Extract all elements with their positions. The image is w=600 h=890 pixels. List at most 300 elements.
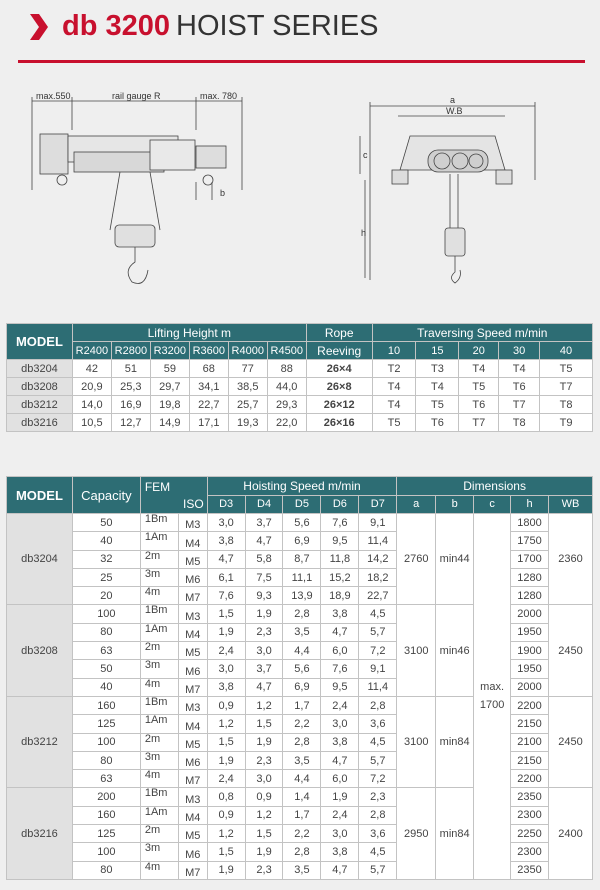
dim-b-cell: min44 [436, 514, 474, 605]
hoisting-speed-cell: 0,9 [207, 806, 245, 824]
fem-iso-header [140, 477, 207, 514]
dim-b-cell: min84 [436, 696, 474, 787]
hoisting-speed-cell: 2,3 [245, 861, 283, 879]
hoisting-speed-cell: 3,5 [283, 623, 321, 641]
fem-value: 4m [144, 677, 161, 690]
hoisting-speed-cell: 2,4 [321, 696, 359, 714]
fem-cell [140, 623, 178, 641]
fem-value: 1Bm [144, 604, 168, 617]
fem-value: 1Am [144, 714, 168, 727]
iso-cell: M6 [178, 751, 207, 769]
hoisting-speed-cell: 11,1 [283, 568, 321, 586]
capacity-cell: 160 [72, 696, 140, 714]
hoisting-speed-cell: 2,8 [283, 733, 321, 751]
fem-value: 3m [144, 659, 161, 672]
fem-value: 2m [144, 549, 161, 562]
iso-cell: M3 [178, 788, 207, 806]
fem-value: 1Am [144, 531, 168, 544]
hoisting-speed-cell: 4,7 [245, 678, 283, 696]
dim-h-cell: 2000 [511, 678, 549, 696]
hoisting-speed-cell: 5,7 [359, 861, 397, 879]
hoisting-speed-cell: 7,2 [359, 770, 397, 788]
hoist-side-view [360, 95, 535, 283]
lift-height-cell: 51 [111, 360, 150, 378]
dim-a-cell: 3100 [397, 605, 436, 696]
capacity-header: Capacity [72, 477, 140, 514]
dim-h-cell: 2100 [511, 733, 549, 751]
fem-value: 1Bm [144, 513, 168, 525]
hoisting-speed-cell: 6,1 [207, 568, 245, 586]
dim-h-cell: 2200 [511, 696, 549, 714]
fem-value: 3m [144, 750, 161, 763]
model-header: MODEL [7, 477, 73, 514]
hoisting-speed-cell: 7,6 [321, 660, 359, 678]
model-cell: db3208 [7, 378, 73, 396]
lift-height-cell: 68 [189, 360, 228, 378]
capacity-cell: 200 [72, 788, 140, 806]
trav-speed-cell: T4 [372, 378, 416, 396]
hoisting-speed-cell: 3,6 [359, 825, 397, 843]
hoisting-speed-cell: 0,9 [245, 788, 283, 806]
hoisting-speed-cell: 9,3 [245, 587, 283, 605]
lift-col: R2800 [111, 342, 150, 360]
trav-col: 20 [459, 342, 499, 360]
dim-h-cell: 2150 [511, 715, 549, 733]
capacity-cell: 40 [72, 532, 140, 550]
trav-speed-cell: T4 [499, 360, 540, 378]
lift-height-cell: 34,1 [189, 378, 228, 396]
iso-cell: M3 [178, 514, 207, 532]
fem-value: 2m [144, 824, 161, 837]
hoisting-speed-cell: 4,5 [359, 843, 397, 861]
hoisting-speed-cell: 4,7 [321, 623, 359, 641]
capacity-cell: 125 [72, 715, 140, 733]
hoisting-speed-cell: 4,7 [207, 550, 245, 568]
capacity-cell: 50 [72, 514, 140, 532]
lift-height-cell: 29,7 [150, 378, 189, 396]
hoisting-speed-cell: 1,9 [245, 733, 283, 751]
dim-col: WB [549, 495, 593, 514]
hoisting-speed-cell: 4,7 [321, 751, 359, 769]
hoisting-speed-cell: 6,9 [283, 532, 321, 550]
hoisting-speed-cell: 7,6 [207, 587, 245, 605]
fem-value: 2m [144, 732, 161, 745]
dim-h-cell: 1950 [511, 660, 549, 678]
iso-cell: M4 [178, 715, 207, 733]
chevron-right-icon [30, 14, 48, 40]
trav-speed-cell: T7 [499, 396, 540, 414]
hoisting-speed-cell: 1,5 [207, 733, 245, 751]
model-cell: db3216 [7, 414, 73, 432]
hoisting-speed-cell: 1,9 [207, 861, 245, 879]
hoisting-speed-cell: 2,3 [245, 623, 283, 641]
hoisting-speed-cell: 4,5 [359, 733, 397, 751]
dim-c-value: 1700 [479, 699, 505, 712]
lift-height-cell: 14,9 [150, 414, 189, 432]
trav-speed-cell: T2 [372, 360, 416, 378]
trav-col: 30 [499, 342, 540, 360]
hoisting-speed-cell: 1,2 [245, 806, 283, 824]
capacity-cell: 100 [72, 605, 140, 623]
reeving-cell: 26×16 [306, 414, 372, 432]
trav-speed-cell: T3 [416, 360, 459, 378]
trav-col: 10 [372, 342, 416, 360]
lift-col: R3200 [150, 342, 189, 360]
hoisting-speed-cell: 3,5 [283, 861, 321, 879]
hoisting-speed-cell: 6,9 [283, 678, 321, 696]
hs-col: D5 [283, 495, 321, 514]
lift-col: R2400 [72, 342, 111, 360]
hoisting-speed-cell: 3,8 [321, 733, 359, 751]
dim-wb: W.B [446, 106, 463, 116]
hoisting-speed-cell: 6,0 [321, 770, 359, 788]
hoisting-speed-cell: 22,7 [359, 587, 397, 605]
dim-b-cell: min46 [436, 605, 474, 696]
reeving-cell: 26×8 [306, 378, 372, 396]
hoisting-speed-cell: 2,8 [283, 843, 321, 861]
fem-cell [140, 715, 178, 733]
lift-height-cell: 20,9 [72, 378, 111, 396]
lifting-traversing-table [6, 323, 593, 432]
capacity-cell: 100 [72, 733, 140, 751]
hoisting-speed-cell: 5,6 [283, 514, 321, 532]
fem-value: 1Bm [144, 787, 168, 800]
hoisting-speed-cell: 11,4 [359, 532, 397, 550]
dim-c-cell [474, 514, 511, 880]
hoisting-speed-cell: 8,7 [283, 550, 321, 568]
dim-h-cell: 2250 [511, 825, 549, 843]
iso-cell: M7 [178, 678, 207, 696]
iso-cell: M7 [178, 770, 207, 788]
model-header: MODEL [7, 324, 73, 360]
iso-cell: M4 [178, 532, 207, 550]
hoisting-speed-cell: 3,8 [321, 605, 359, 623]
hoisting-speed-cell: 3,0 [207, 514, 245, 532]
hoisting-speed-cell: 1,5 [207, 843, 245, 861]
hoisting-speed-cell: 1,9 [245, 605, 283, 623]
hoisting-speed-cell: 18,9 [321, 587, 359, 605]
hoisting-speed-cell: 3,8 [207, 678, 245, 696]
hoisting-speed-cell: 2,3 [359, 788, 397, 806]
hoisting-speed-cell: 7,6 [321, 514, 359, 532]
dim-h-cell: 2000 [511, 605, 549, 623]
hoisting-speed-cell: 3,0 [321, 825, 359, 843]
dim-h-cell: 1280 [511, 587, 549, 605]
dim-b-cell: min84 [436, 788, 474, 879]
trav-speed-cell: T9 [540, 414, 593, 432]
dim-h-cell: 2300 [511, 843, 549, 861]
fem-cell [140, 587, 178, 605]
fem-cell [140, 514, 178, 532]
capacity-cell: 80 [72, 751, 140, 769]
trav-speed-cell: T5 [459, 378, 499, 396]
hoisting-speed-cell: 2,4 [207, 770, 245, 788]
lift-height-cell: 88 [267, 360, 306, 378]
hoisting-speed-cell: 2,3 [245, 751, 283, 769]
hoisting-speed-cell: 9,5 [321, 532, 359, 550]
hoisting-speed-cell: 2,2 [283, 825, 321, 843]
hoisting-speed-cell: 3,7 [245, 660, 283, 678]
page-title [62, 9, 379, 43]
dim-h-cell: 2350 [511, 788, 549, 806]
fem-cell [140, 660, 178, 678]
dim-a-cell: 2950 [397, 788, 436, 879]
dim-h-cell: 1750 [511, 532, 549, 550]
fem-value: 1Bm [144, 695, 168, 708]
fem-value: 2m [144, 641, 161, 654]
table-row [7, 514, 593, 532]
hoisting-speed-cell: 3,0 [245, 770, 283, 788]
hoisting-speed-cell: 0,8 [207, 788, 245, 806]
hoisting-speed-cell: 5,6 [283, 660, 321, 678]
hoisting-speed-cell: 2,8 [359, 696, 397, 714]
hoisting-speed-cell: 3,0 [207, 660, 245, 678]
fem-cell [140, 568, 178, 586]
dim-a-cell: 3100 [397, 696, 436, 787]
iso-cell: M7 [178, 861, 207, 879]
fem-cell [140, 861, 178, 879]
hoisting-speed-cell: 4,7 [245, 532, 283, 550]
lift-height-cell: 42 [72, 360, 111, 378]
reeving-cell: 26×12 [306, 396, 372, 414]
series-title: HOIST SERIES [176, 10, 379, 42]
fem-value: 3m [144, 567, 161, 580]
model-cell: db3212 [7, 396, 73, 414]
model-cell: db3204 [7, 514, 73, 605]
lift-height-cell: 16,9 [111, 396, 150, 414]
fem-cell [140, 678, 178, 696]
model-cell: db3216 [7, 788, 73, 879]
hoisting-speed-cell: 3,0 [321, 715, 359, 733]
iso-cell: M5 [178, 825, 207, 843]
lift-height-cell: 59 [150, 360, 189, 378]
dim-h-cell: 2150 [511, 751, 549, 769]
fem-cell [140, 806, 178, 824]
trav-speed-cell: T8 [540, 396, 593, 414]
trav-col: 40 [540, 342, 593, 360]
hoisting-speed-cell: 5,8 [245, 550, 283, 568]
iso-cell: M3 [178, 605, 207, 623]
table-row [7, 414, 593, 432]
fem-cell [140, 605, 178, 623]
dim-h-cell: 1280 [511, 568, 549, 586]
fem-value: 1Am [144, 622, 168, 635]
dim-a: a [450, 95, 456, 105]
model-cell: db3204 [7, 360, 73, 378]
iso-cell: M6 [178, 843, 207, 861]
hoisting-speed-cell: 1,7 [283, 806, 321, 824]
hoisting-speed-header: Hoisting Speed m/min [207, 477, 397, 496]
capacity-cell: 40 [72, 678, 140, 696]
iso-cell: M5 [178, 733, 207, 751]
hoisting-speed-cell: 1,5 [245, 825, 283, 843]
dim-a-cell: 2760 [397, 514, 436, 605]
hoisting-speed-cell: 13,9 [283, 587, 321, 605]
capacity-cell: 25 [72, 568, 140, 586]
fem-value: 4m [144, 586, 161, 599]
hoisting-dimensions-table [6, 476, 593, 880]
hoisting-speed-cell: 4,5 [359, 605, 397, 623]
dim-wb-cell: 2360 [549, 514, 593, 605]
lift-height-cell: 17,1 [189, 414, 228, 432]
fem-header: FEM [144, 480, 171, 494]
lifting-height-header: Lifting Height m [72, 324, 306, 342]
trav-speed-cell: T6 [416, 414, 459, 432]
trav-speed-cell: T5 [372, 414, 416, 432]
dim-max-550: max.550 [36, 91, 71, 101]
fem-cell [140, 770, 178, 788]
table-row [7, 378, 593, 396]
hoisting-speed-cell: 11,8 [321, 550, 359, 568]
hoisting-speed-cell: 14,2 [359, 550, 397, 568]
table-row [7, 396, 593, 414]
capacity-cell: 32 [72, 550, 140, 568]
hs-col: D7 [359, 495, 397, 514]
hoisting-speed-cell: 1,5 [245, 715, 283, 733]
hs-col: D3 [207, 495, 245, 514]
dim-h-cell: 2200 [511, 770, 549, 788]
technical-drawing [0, 70, 600, 315]
fem-value: 4m [144, 860, 161, 873]
fem-value: 4m [144, 769, 161, 782]
reeving-header: Reeving [306, 342, 372, 360]
iso-cell: M7 [178, 587, 207, 605]
lift-height-cell: 22,0 [267, 414, 306, 432]
hoisting-speed-cell: 1,7 [283, 696, 321, 714]
hoisting-speed-cell: 3,5 [283, 751, 321, 769]
hs-col: D4 [245, 495, 283, 514]
lift-height-cell: 25,7 [228, 396, 267, 414]
iso-cell: M5 [178, 550, 207, 568]
iso-header: ISO [183, 497, 204, 511]
capacity-cell: 80 [72, 623, 140, 641]
traversing-speed-header: Traversing Speed m/min [372, 324, 592, 342]
hoisting-speed-cell: 0,9 [207, 696, 245, 714]
lift-height-cell: 14,0 [72, 396, 111, 414]
dim-h-cell: 2300 [511, 806, 549, 824]
hoisting-speed-cell: 7,5 [245, 568, 283, 586]
iso-cell: M6 [178, 568, 207, 586]
lift-height-cell: 10,5 [72, 414, 111, 432]
iso-cell: M4 [178, 806, 207, 824]
hoisting-speed-cell: 5,7 [359, 751, 397, 769]
dimensions-header: Dimensions [397, 477, 593, 496]
hoisting-speed-cell: 3,8 [321, 843, 359, 861]
lift-height-cell: 29,3 [267, 396, 306, 414]
dim-h-cell: 1900 [511, 642, 549, 660]
hoisting-speed-cell: 2,8 [283, 605, 321, 623]
hoisting-speed-cell: 1,9 [207, 751, 245, 769]
capacity-cell: 80 [72, 861, 140, 879]
dim-col: a [397, 495, 436, 514]
hoisting-speed-cell: 1,9 [207, 623, 245, 641]
trav-speed-cell: T6 [499, 378, 540, 396]
lift-height-cell: 77 [228, 360, 267, 378]
trav-speed-cell: T4 [459, 360, 499, 378]
fem-cell [140, 532, 178, 550]
hoisting-speed-cell: 18,2 [359, 568, 397, 586]
hoisting-speed-cell: 9,1 [359, 514, 397, 532]
reeving-cell: 26×4 [306, 360, 372, 378]
brand-title: db 3200 [62, 10, 170, 42]
model-cell: db3208 [7, 605, 73, 696]
iso-cell: M3 [178, 696, 207, 714]
dim-col: c [474, 495, 511, 514]
trav-speed-cell: T5 [416, 396, 459, 414]
hoisting-speed-cell: 2,8 [359, 806, 397, 824]
trav-col: 15 [416, 342, 459, 360]
hoisting-speed-cell: 4,7 [321, 861, 359, 879]
hoisting-speed-cell: 1,9 [245, 843, 283, 861]
dim-h-cell: 1800 [511, 514, 549, 532]
hoisting-speed-cell: 2,4 [321, 806, 359, 824]
fem-cell [140, 550, 178, 568]
hoisting-speed-cell: 7,2 [359, 642, 397, 660]
hoisting-speed-cell: 3,7 [245, 514, 283, 532]
hoisting-speed-cell: 5,7 [359, 623, 397, 641]
dim-h-cell: 1700 [511, 550, 549, 568]
dim-h-cell: 2350 [511, 861, 549, 879]
fem-cell [140, 788, 178, 806]
lift-height-cell: 19,8 [150, 396, 189, 414]
lift-col: R4500 [267, 342, 306, 360]
fem-value: 1Am [144, 805, 168, 818]
table-row [7, 360, 593, 378]
lift-height-cell: 38,5 [228, 378, 267, 396]
hoisting-speed-cell: 4,4 [283, 642, 321, 660]
dim-wb-cell: 2450 [549, 696, 593, 787]
trav-speed-cell: T6 [459, 396, 499, 414]
dim-col: b [436, 495, 474, 514]
fem-cell [140, 733, 178, 751]
dim-col: h [511, 495, 549, 514]
fem-cell [140, 696, 178, 714]
hoisting-speed-cell: 1,5 [207, 605, 245, 623]
hoisting-speed-cell: 3,0 [245, 642, 283, 660]
hoisting-speed-cell: 1,2 [245, 696, 283, 714]
iso-cell: M5 [178, 642, 207, 660]
lift-height-cell: 22,7 [189, 396, 228, 414]
lift-col: R3600 [189, 342, 228, 360]
dim-max-780: max. 780 [200, 91, 238, 101]
title-rule [18, 60, 585, 63]
trav-speed-cell: T7 [459, 414, 499, 432]
capacity-cell: 63 [72, 642, 140, 660]
hoisting-speed-cell: 1,2 [207, 825, 245, 843]
dim-wb-cell: 2400 [549, 788, 593, 879]
dim-b: b [220, 188, 226, 198]
dim-c-max-label: max. [480, 681, 505, 694]
hoisting-speed-cell: 1,2 [207, 715, 245, 733]
hoisting-speed-cell: 9,5 [321, 678, 359, 696]
trav-speed-cell: T5 [540, 360, 593, 378]
hoist-front-view [32, 91, 242, 284]
fem-cell [140, 751, 178, 769]
hoisting-speed-cell: 1,4 [283, 788, 321, 806]
lift-col: R4000 [228, 342, 267, 360]
hoisting-speed-cell: 3,6 [359, 715, 397, 733]
capacity-cell: 63 [72, 770, 140, 788]
hs-col: D6 [321, 495, 359, 514]
rope-header: Rope [306, 324, 372, 342]
hoisting-speed-cell: 15,2 [321, 568, 359, 586]
lift-height-cell: 12,7 [111, 414, 150, 432]
lift-height-cell: 44,0 [267, 378, 306, 396]
hoisting-speed-cell: 11,4 [359, 678, 397, 696]
fem-cell [140, 825, 178, 843]
lift-height-cell: 19,3 [228, 414, 267, 432]
hoisting-speed-cell: 9,1 [359, 660, 397, 678]
